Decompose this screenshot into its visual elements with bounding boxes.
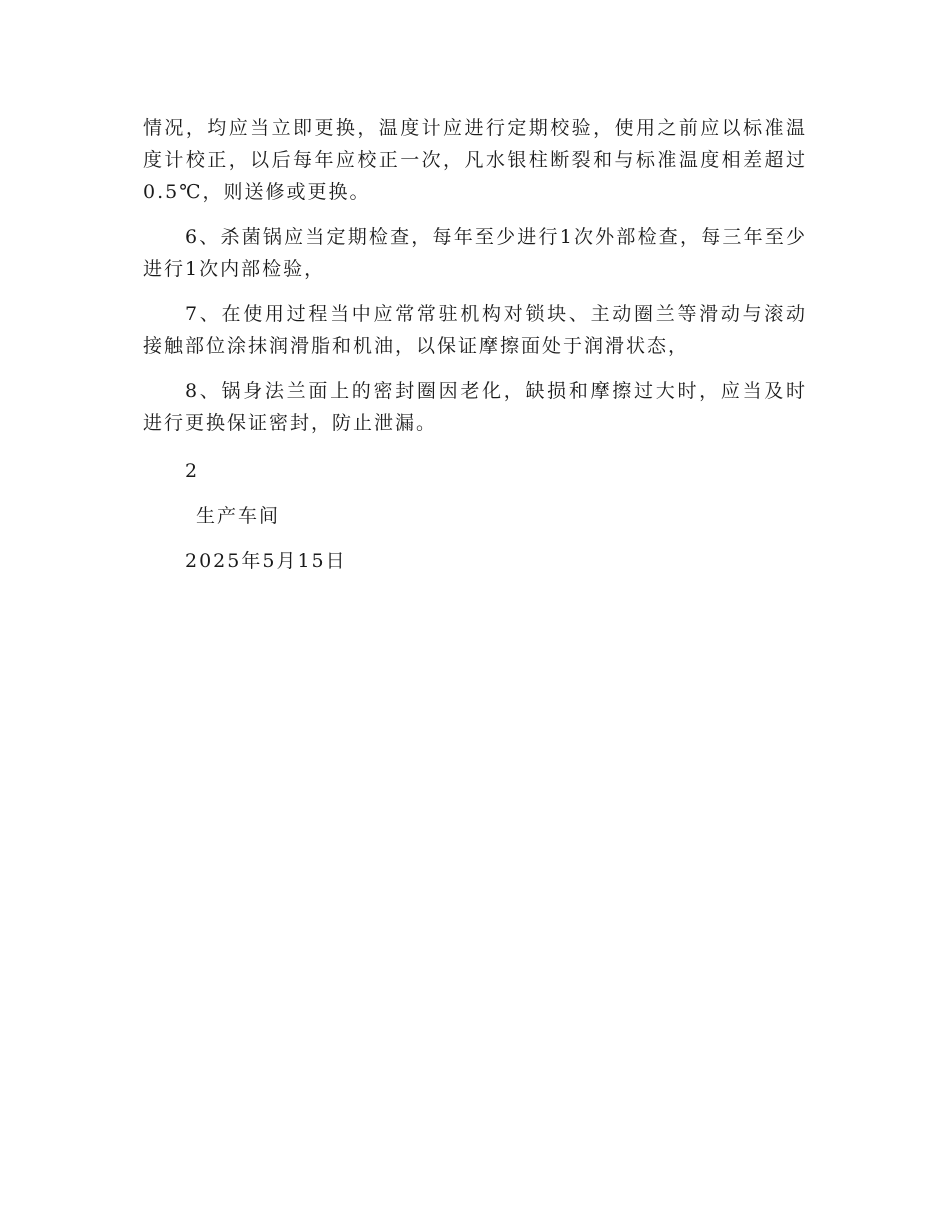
department-signature: 生产车间 — [196, 505, 281, 527]
paragraph-item-8: 8、锅身法兰面上的密封圈因老化，缺损和摩擦过大时，应当及时进行更换保证密封，防止泄漏。 — [143, 380, 807, 434]
paragraph-item-7: 7、在使用过程当中应常常驻机构对锁块、主动圈兰等滑动与滚动接触部位涂抹润滑脂和机油，以保证摩擦面处于润滑状态， — [143, 303, 807, 357]
page-number: 2 — [185, 460, 200, 482]
paragraph-continuation: 情况，均应当立即更换，温度计应进行定期校验，使用之前应以标准温度计校正，以后每年应校正一次，凡水银柱断裂和与标准温度相差超过0.5℃，则送修或更换。 — [143, 117, 807, 203]
document-date: 2025年5月15日 — [185, 550, 347, 572]
document-body — [143, 112, 807, 577]
paragraph-item-6: 6、杀菌锅应当定期检查，每年至少进行1次外部检查，每三年至少进行1次内部检验， — [143, 226, 807, 280]
